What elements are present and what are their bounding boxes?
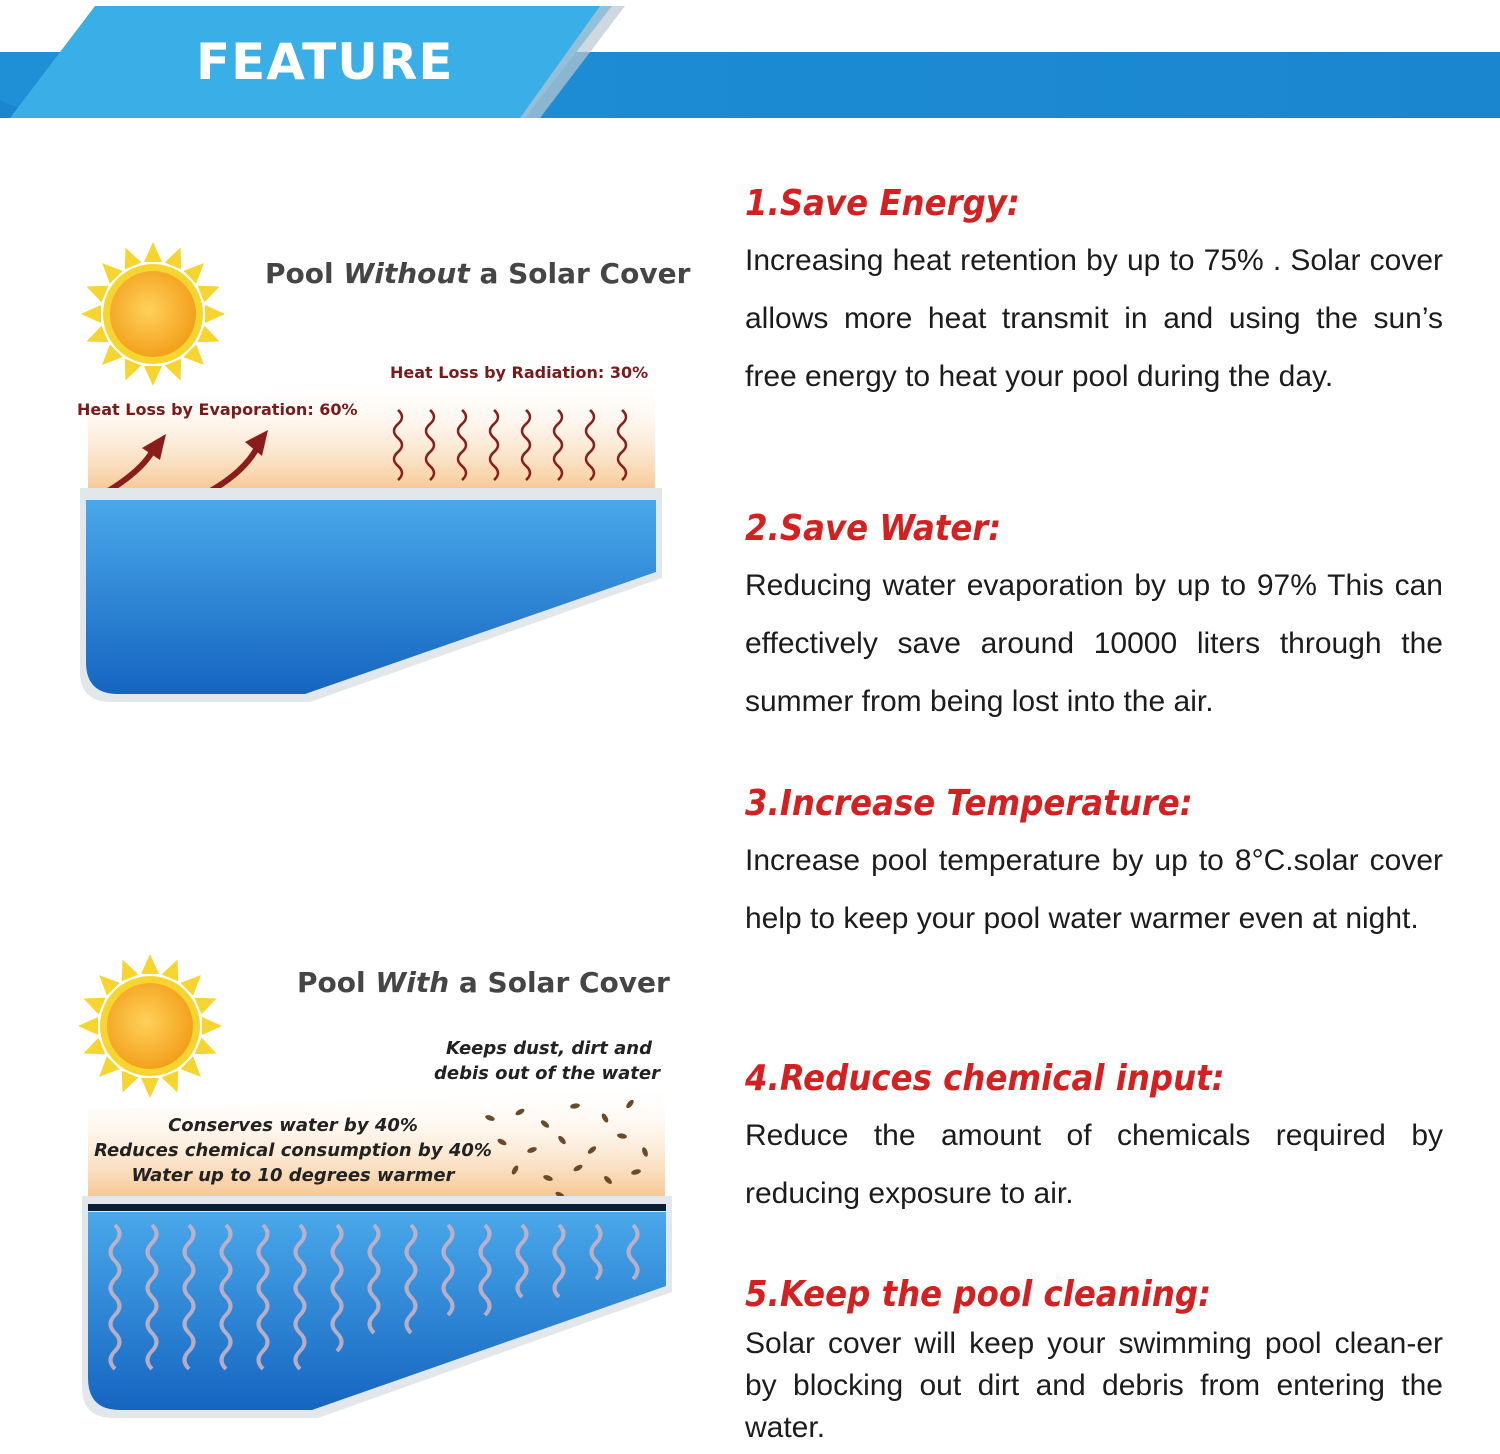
- dust-label-line2: debis out of the water: [433, 1063, 660, 1084]
- diagram-with-cover: [78, 954, 672, 1418]
- diagram-without-title: Pool Without a Solar Cover: [265, 257, 691, 290]
- feature-body: Increase pool temperature by up to 8°C.solar cover help to keep your pool water warmer even at night.: [745, 844, 1443, 935]
- feature-title: 5.Keep the pool cleaning:: [745, 1274, 1212, 1315]
- feature-increase-temperature: [745, 776, 1443, 948]
- pool-diagrams: [0, 130, 720, 1454]
- feature-body: Reduce the amount of chemicals required by reducing exposure to air.: [745, 1119, 1443, 1210]
- benefit-chemical: Reduces chemical consumption by 40%: [94, 1140, 492, 1161]
- feature-body: Solar cover will keep your swimming pool clean-er by blocking out dirt and debris from entering the water.: [745, 1327, 1443, 1444]
- heat-zone: [88, 380, 655, 493]
- feature-title: 2.Save Water:: [745, 508, 1002, 549]
- diagram-with-title: Pool With a Solar Cover: [297, 966, 670, 999]
- feature-title: 3.Increase Temperature:: [745, 783, 1193, 824]
- feature-keep-clean: [745, 1267, 1443, 1449]
- feature-body: Reducing water evaporation by up to 97% This can effectively save around 10000 liters through the summer from being lost into the air.: [745, 569, 1443, 718]
- feature-reduces-chemical: [745, 1051, 1443, 1223]
- feature-save-energy: [745, 176, 1443, 406]
- evaporation-label: Heat Loss by Evaporation: 60%: [77, 400, 358, 419]
- radiation-label: Heat Loss by Radiation: 30%: [390, 363, 649, 382]
- benefit-warmer: Water up to 10 degrees warmer: [131, 1165, 455, 1186]
- diagram-without-cover: [77, 242, 691, 702]
- feature-title: 1.Save Energy:: [745, 183, 1020, 224]
- feature-title: 4.Reduces chemical input:: [745, 1058, 1225, 1099]
- dust-label-line1: Keeps dust, dirt and: [445, 1038, 652, 1059]
- sun-icon: [81, 242, 225, 386]
- banner-title: FEATURE: [196, 33, 454, 91]
- benefit-water: Conserves water by 40%: [168, 1115, 418, 1136]
- sun-icon: [78, 954, 222, 1098]
- feature-save-water: [745, 501, 1443, 731]
- feature-body: Increasing heat retention by up to 75% . Solar cover allows more heat transmit in and using the sun’s free energy to heat your pool during the day.: [745, 244, 1443, 393]
- solar-cover: [88, 1204, 666, 1211]
